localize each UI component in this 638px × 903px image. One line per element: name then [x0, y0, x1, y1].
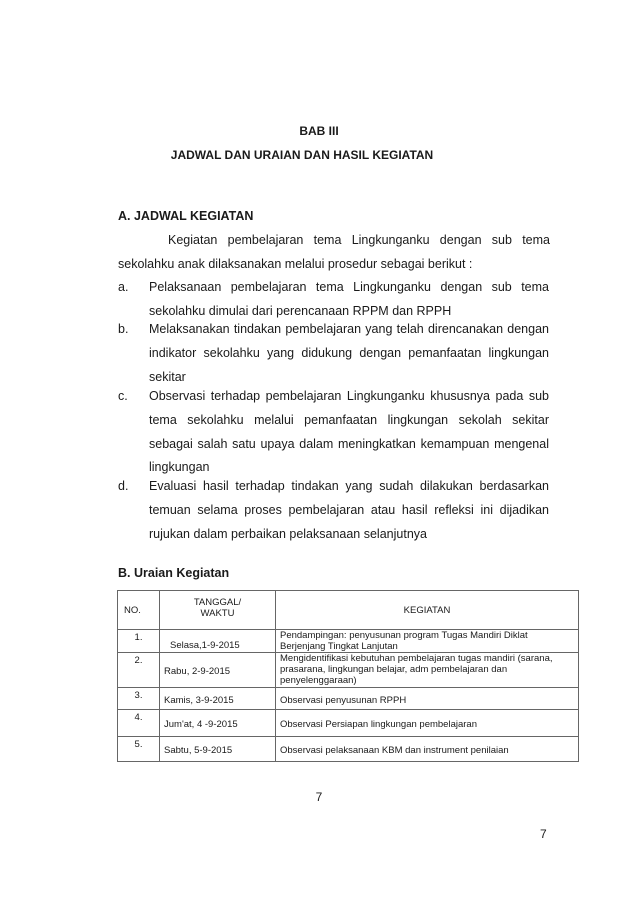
- row-kegiatan: Observasi penyusunan RPPH: [280, 695, 407, 706]
- row-no: 3.: [134, 690, 143, 701]
- chapter-label: BAB III: [299, 124, 339, 138]
- section-b-heading: B. Uraian Kegiatan: [118, 566, 230, 580]
- table-row: [118, 710, 579, 737]
- list-marker: b.: [118, 322, 129, 336]
- row-kegiatan: Observasi pelaksanaan KBM dan instrument penilaian: [280, 745, 509, 756]
- header-kegiatan: KEGIATAN: [276, 591, 579, 630]
- row-kegiatan: Pendampingan: penyusunan program Tugas Mandiri Diklat Berjenjang Tingkat Lanjutan: [280, 630, 528, 652]
- corner-page-mark: 7: [540, 827, 547, 841]
- row-tanggal: Sabtu, 5-9-2015: [164, 745, 233, 756]
- list-item: [118, 475, 550, 547]
- table-row: [118, 653, 579, 688]
- row-tanggal: Kamis, 3-9-2015: [164, 695, 234, 706]
- list-item: [118, 276, 550, 324]
- table-row: [118, 737, 579, 762]
- row-kegiatan: Mengidentifikasi kebutuhan pembelajaran tugas mandiri (sarana, prasarana, lingkungan belajar, adm pembelajaran dan penyelenggaraan): [280, 653, 553, 686]
- row-tanggal: Jum'at, 4 -9-2015: [164, 719, 238, 730]
- list-marker: c.: [118, 389, 128, 403]
- list-item-text: Melaksanakan tindakan pembelajaran yang telah direncanakan dengan indikator sekolahku yang didukung dengan pemanfaatan lingkungan sekitar: [149, 322, 549, 384]
- row-tanggal: Selasa,1-9-2015: [170, 640, 240, 651]
- list-marker: d.: [118, 479, 129, 493]
- list-item: [118, 385, 550, 481]
- row-no: 5.: [134, 739, 143, 750]
- section-a-heading: A. JADWAL KEGIATAN: [118, 209, 254, 223]
- chapter-title: JADWAL DAN URAIAN DAN HASIL KEGIATAN: [170, 148, 434, 162]
- row-no: 4.: [134, 712, 143, 723]
- header-tanggal: TANGGAL/ WAKTU: [160, 591, 276, 630]
- row-no: 2.: [134, 655, 143, 666]
- table-header-row: [118, 591, 579, 630]
- intro-paragraph: Kegiatan pembelajaran tema Lingkunganku dengan sub tema sekolahku anak dilaksanakan melalui prosedur sebagai berikut :: [118, 233, 550, 271]
- row-kegiatan: Observasi Persiapan lingkungan pembelajaran: [280, 719, 477, 730]
- list-item-text: Evaluasi hasil terhadap tindakan yang sudah dilakukan berdasarkan temuan selama proses pembelajaran atau hasil refleksi ini dijadikan rujukan dalam perbaikan pelaksanaan selanjutnya: [149, 479, 549, 541]
- page-number: 7: [315, 790, 323, 804]
- list-marker: a.: [118, 280, 129, 294]
- schedule-table: [117, 590, 579, 762]
- header-no: NO.: [118, 591, 160, 630]
- list-item: [118, 318, 550, 390]
- table-row: [118, 630, 579, 653]
- table-row: [118, 688, 579, 710]
- row-tanggal: Rabu, 2-9-2015: [164, 666, 231, 677]
- list-item-text: Pelaksanaan pembelajaran tema Lingkunganku dengan sub tema sekolahku dimulai dari perencanaan RPPM dan RPPH: [149, 280, 549, 318]
- row-no: 1.: [134, 632, 143, 643]
- list-item-text: Observasi terhadap pembelajaran Lingkunganku khususnya pada sub tema sekolahku melalui pemanfaatan lingkungan sekolah sekitar sebagai salah satu upaya dalam meningkatkan kemampuan mengenal lingkungan: [149, 389, 549, 475]
